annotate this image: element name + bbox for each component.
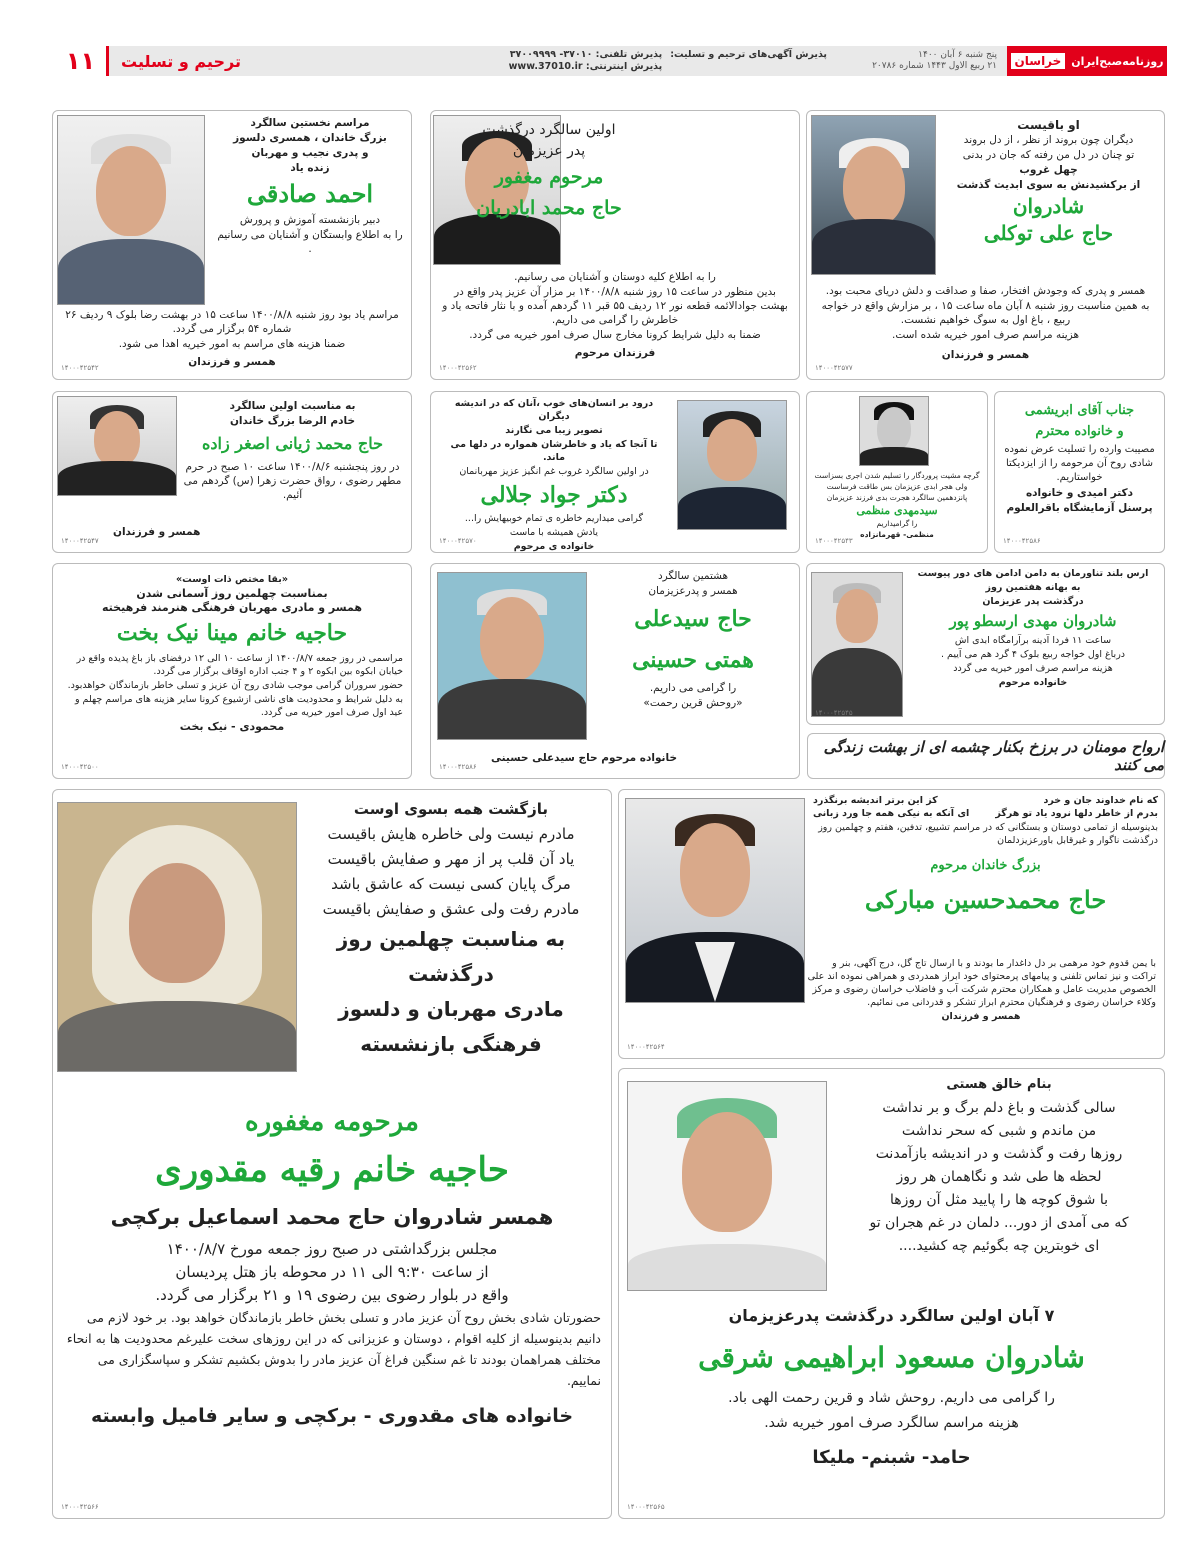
ad-code: ۱۴۰۰۰۴۲۵۶۴ [627,1043,665,1051]
ad-body: بدینوسیله از تمامی دوستان و بستگانی که در مراسم تشییع، تدفین، هفتم و چهلمین روز درگذشت ناگوار و غیرقابل باورعزیزدلمان [818,822,1158,846]
deceased-name: حاجیه خانم رقیه مقدوری [155,1150,509,1190]
deceased-name-2: همتی حسینی [632,647,754,673]
ad-signature: دکتر امیدی و خانواده [1025,487,1134,499]
ad-body: درباغ اول خواجه ربیع بلوک ۴ گرد هم می آییم . [940,649,1126,660]
ad-body: یادش همیشه با ماست [509,527,599,538]
ad-code: ۱۴۰۰۰۴۲۵۸۶ [1003,537,1041,545]
ad-signature: خانواده مرحوم [998,677,1068,688]
ad-heading: «بقا مختص ذات اوست» [176,574,288,585]
ad-line: و خانواده محترم [1035,424,1124,439]
deceased-name: احمد صادقی [246,179,374,208]
deceased-name: حاج محمدحسین مبارکی [864,885,1107,914]
verse-line: مرگ پایان کسی نیست که عاشق باشد [331,875,571,893]
ad-signature: خانواده های مقدوری - برکچی و سایر فامیل وابسته [90,1405,574,1427]
deceased-name: حاج علی توکلی [983,221,1114,245]
reception-phone: پذیرش تلفنی: ۳۷۰۱۰- ۳۷۰۰۹۹۹۹ [509,49,663,60]
ad-line: بزرگ خاندان ، همسری دلسوز [233,132,387,144]
ad-code: ۱۴۰۰۰۴۲۵۴۲ [61,364,99,372]
ad-heading: بازگشت همه بسوی اوست [353,800,549,818]
ad-body: از ساعت ۹:۳۰ الی ۱۱ در محوطه باز هتل پردیسان [175,1263,489,1281]
ad-heading: درود بر انسان‌های خوب ،آنان که در اندیشه دیگران [454,398,654,422]
deceased-title: مرحومه مغفوره [245,1107,419,1137]
portrait-photo [57,396,177,496]
ad-code: ۱۴۰۰۰۴۲۵۶۲ [439,364,477,372]
ad-code: ۱۴۰۰۰۴۲۵۷۷ [815,364,853,372]
ad-body: پانزدهمین سالگرد هجرت بدی فرزند عزیزمان [826,493,968,502]
issue-date [827,50,997,72]
ad-body: دبیر بازنشسته آموزش و پرورش [239,214,381,226]
ad-line: چهل غروب [1019,164,1078,176]
ad-body: با یمن قدوم خود مرهمی بر دل داغدار ما بودند و با ارسال تاج گل، درج آگهی، بنر و تراکت و نیز تماس تلفنی و پیامهای پرمحتوای خود ابراز همدردی و همراهی نموده اند علی الخصوص مدیریت عامل و همکاران محترم شرکت آب و فاضلاب خراسان رضوی و مرکز وکلاء خراسان رضوی و فرهنگیان محترم ابراز تشکر و قدردانی می نمائیم. [807,958,1156,1008]
newspaper-logo [1007,46,1167,76]
ad-body: به همین مناسبت روز شنبه ۸ آبان ماه ساعت ۱۵ ، بر مزارش واقع در خواجه ربیع ، باغ اول به سوگ خواهیم نشست. [821,300,1150,326]
deceased-name-1: حاج سیدعلی [634,606,752,632]
verse-line: بدرم از خاطر دلها نرود یاد تو هرگز [995,808,1158,819]
condolence-ad-abrishami [994,391,1165,553]
obituary-ad-tavakoli [806,110,1165,380]
date-line-1: پنج شنبه ۶ آبان ۱۴۰۰ [918,50,997,60]
deceased-name: شادروان مسعود ابراهیمی شرقی [698,1341,1085,1374]
ad-body: مصیبت وارده را تسلیت عرض نموده شادی روح آن مرحومه را از ایزدیکتا خواستاریم. [1004,444,1155,483]
ad-body: گرچه مشیت پروردگار را تسلیم شدن اجری بسزاست [814,471,980,480]
ad-line: زنده یاد [290,162,330,174]
deceased-name: شادروان مهدی ارسطو پور [949,612,1117,630]
verse-line: سالی گذشت و باغ دلم برگ و بر نداشت [882,1100,1116,1116]
verse-line: مادرم رفت ولی عشق و صفایش باقیست [322,900,580,918]
ad-body: مراسم یاد بود روز شنبه ۱۴۰۰/۸/۸ ساعت ۱۵ در بهشت رضا بلوک ۹ ردیف ۲۶ شماره ۵۴ برگزار می گردد. [65,309,399,335]
ad-line: به بهانه هفتمین روز [985,582,1081,593]
verse-line: کز این برتر اندیشه برنگذرد [813,795,938,806]
page-header [55,46,1167,76]
ad-body: حضور سروران گرامی موجب شادی روح آن عزیز و تسلی خاطر بازماندگان خواهدبود. [67,680,403,691]
verse-line: مادرم نیست ولی خاطره هایش باقیست [327,825,575,843]
ad-heading: ارس بلند تناورمان به دامن ادامن های دور پیوست [917,568,1149,579]
ad-body: «روحش قرین رحمت» [643,697,743,709]
verse-row [813,807,1158,820]
ad-body: بدین منظور در ساعت ۱۵ روز شنبه ۱۴۰۰/۸/۸ بر مزار آن عزیز پدر واقع در بهشت جوادالائمه قطعه نور ۱۲ ردیف ۵۵ قبر ۱۱ گردهم آمده و با نثار فاتحه یاد و خاطرش را گرامی می داریم. [442,286,788,326]
verse-line: یاد آن قلب پر از مهر و صفایش باقیست [327,850,575,868]
ad-body: ساعت ۱۱ فردا آدینه برآرامگاه ابدی اش [954,635,1112,646]
verse-line: که نام خداوند جان و خرد [1043,795,1158,806]
deceased-title: شادروان [1012,194,1085,218]
thanks-ad-mobaraki [618,789,1165,1059]
deceased-name: دکتر جواد جلالی [480,482,628,508]
ad-line: درگذشت پدر عزیزمان [982,596,1084,607]
ad-code: ۱۴۰۰۰۴۲۵۴۵ [815,709,853,717]
ad-body: مراسمی در روز جمعه ۱۴۰۰/۸/۷ از ساعت ۱۰ الی ۱۲ درفضای باز باغ پدیده واقع در خیابان ابکوه بین ابکوه ۲ و ۴ جنب اداره اوقاف برگزار می گردد. [76,653,403,677]
verse-line: روزها رفت و گذشت و در اندیشه بازآمدنت [875,1146,1123,1162]
ad-line: ۷ آبان اولین سالگرد درگذشت پدرعزیزمان [728,1306,1055,1325]
ad-heading: بنام خالق هستی [946,1077,1052,1092]
portrait-photo [811,115,936,275]
reception-label: پذیرش آگهی‌های ترحیم و تسلیت: [670,49,827,60]
verse-line: من ماندم و شبی که سحر نداشت [901,1123,1097,1139]
ad-heading: اولین سالگرد درگذشت [482,122,616,138]
ad-code: ۱۴۰۰۰۴۲۵۶۶ [61,1503,99,1511]
page-number: ۱۱ [55,46,109,76]
verse-line: که می آمدی از دور... دلمان در غم هجران تو [869,1215,1129,1231]
memorial-ad-jalali [430,391,800,553]
ad-heading: به مناسبت اولین سالگرد [229,400,356,412]
ad-body: هزینه مراسم صرف امور خیریه می گردد [953,663,1113,674]
verse-line: ای خوبترین چه بگوئیم چه کشید.... [898,1238,1100,1254]
ad-line: از برکشیدنش به سوی ابدیت گذشت [956,179,1141,191]
ad-line: بزرگ خاندان مرحوم [930,858,1041,873]
ad-line: بمناسبت چهلمین روز آسمانی شدن [136,587,328,600]
ad-heading: هشتمین سالگرد [657,570,729,582]
ad-line: همسر و پدرعزیزمان [648,585,738,597]
ad-body: ضمنا به دلیل شرایط کرونا مخارج سال صرف امور خیریه می گردد. [469,329,761,341]
ad-code: ۱۴۰۰۰۴۲۵۷۰ [439,537,477,545]
ad-body: را گرامی می داریم. [649,682,737,694]
ad-heading: مراسم نخستین سالگرد [250,117,370,129]
memorial-ad-monazami [806,391,988,553]
ad-signature: همسر و فرزندان [941,349,1030,361]
quote-banner: ارواح مومنان در برزخ بکنار چشمه ای از بهشت زندگی می کنند [807,733,1165,779]
ad-code: ۱۴۰۰۰۴۲۵۴۳ [815,537,853,545]
ad-line: مادری مهربان و دلسوز [338,997,564,1021]
date-line-2: ۲۱ ربیع الاول ۱۴۴۳ شماره ۲۰۷۸۶ [872,61,997,71]
brand-name: خراسان [1011,53,1066,69]
ad-body: مجلس بزرگداشتی در صبح روز جمعه مورخ ۱۴۰۰/۸/۷ [166,1240,498,1258]
spouse-line: همسر شادروان حاج محمد اسماعیل برکچی [110,1205,554,1229]
ad-body: در روز پنجشنبه ۱۴۰۰/۸/۶ ساعت ۱۰ صبح در حرم مطهر رضوی ، رواق حضرت زهرا (س) گردهم می آئیم. [183,461,402,501]
ad-body: به دلیل شرایط و محدودیت های ناشی ازشیوع کرونا سایر هزینه های مراسم چهلم و عید اول صرف امور خیریه می گردد. [74,694,403,718]
portrait-photo [57,115,205,305]
ad-code: ۱۴۰۰۰۴۲۵۴۷ [61,537,99,545]
portrait-photo [677,400,787,530]
ad-line: فرهنگی بازنشسته [360,1032,542,1056]
ad-heading: جناب آقای ابریشمی [1024,403,1135,418]
ad-line: درگذشت [408,962,494,986]
portrait-photo [859,396,929,466]
ad-body: را گرامیداریم [876,519,918,528]
memorial-ad-nikbakht [52,563,412,779]
memorial-ad-zhiani [52,391,412,553]
ad-line: همسر و مادری مهربان فرهنگی هنرمند فرهیخته [102,601,362,614]
deceased-name: حاج محمد ژیانی اصغر زاده [201,434,384,453]
verse-line: با شوق کوچه ها را پایید مثل آن روزها [889,1192,1108,1208]
ad-line: خادم الرضا بزرگ خاندان [229,415,356,427]
ad-code: ۱۴۰۰۰۴۲۵۶۵ [627,1503,665,1511]
ad-signature: همسر و فرزندان [113,526,201,538]
deceased-name: حاج محمد ابادریان [476,197,622,219]
ad-line: تا آنجا که یاد و خاطرشان همواره در دلها می ماند. [450,439,658,463]
ad-body: هزینه مراسم صرف امور خیریه شده است. [891,329,1079,341]
memorial-ad-arastoopour [806,563,1165,725]
ad-signature: حامد- شبنم- ملیکا [812,1447,971,1468]
ad-signature: همسر و فرزندان [188,356,276,368]
deceased-title: مرحوم مغفور [494,166,604,188]
portrait-photo [437,572,587,740]
portrait-photo [57,802,297,1072]
ad-body: را به اطلاع کلیه دوستان و آشنایان می رسانیم. [514,271,716,283]
ad-reception [497,49,827,73]
obituary-ad-sadeghi [52,110,412,380]
ad-code: ۱۴۰۰۰۴۲۵۸۶ [439,763,477,771]
ad-body: گرامی میداریم خاطره ی تمام خوبیهایش را... [464,513,644,524]
ad-body: را گرامی می داریم. روحش شاد و قرین رحمت الهی باد. [728,1390,1055,1406]
ad-line: و پدری نجیب و مهربان [251,147,369,159]
memorial-ad-ebrahimi [618,1068,1165,1519]
section-title: ترحیم و تسلیت [121,51,241,71]
verse-line: تو چنان در دل من رفته که جان در بدنی [962,149,1135,161]
ad-signature: پرسنل آزمایشگاه باقرالعلوم [1006,502,1153,514]
ad-body: حضورتان شادی بخش روح آن عزیز مادر و تسلی بخش خاطر بازماندگان خواهد بود. بر خود لازم می دانیم بدینوسیله از کلیه اقوام ، دوستان و عزیزانی که در این روزهای سخت علیرغم محدودیت ها به انحاء مختلف همراهمان بودند تا غم سنگین فراغ آن عزیز مادر را بدوش بکشیم تشکر و سپاسگزاری می نماییم. [66,1310,601,1388]
portrait-photo [627,1081,827,1291]
ad-line: به مناسبت چهلمین روز [336,927,566,951]
ad-body: ولی هجر ابدی عزیزمان بس طاقت فرساست [826,482,968,491]
ad-signature: خانواده ی مرحوم [513,541,595,552]
ad-line: در اولین سالگرد غروب غم انگیز عزیز مهربانمان [459,466,649,477]
ad-signature: خانواده مرحوم حاج سیدعلی حسینی [491,752,678,764]
ad-signature: فرزندان مرحوم [574,347,656,359]
ad-line: تصویر زیبا می نگارند [505,425,603,436]
memorial-ad-hemmati [430,563,800,779]
ad-body: همسر و پدری که وجودش افتخار، صفا و صداقت و دلش دریای محبت بود. [825,285,1146,297]
memorial-ad-maghdouri [52,789,612,1519]
ad-signature: محمودی - نیک بخت [179,720,285,733]
portrait-photo [811,572,903,717]
brand-subtitle: روزنامه‌صبح‌ایران [1071,54,1164,68]
ad-body: واقع در بلوار رضوی بین رضوی ۱۹ و ۲۱ برگزار می گردد. [155,1286,509,1304]
ad-body: هزینه مراسم سالگرد صرف امور خیریه شد. [764,1415,1019,1431]
verse-line: لحظه ها طی شد و نگاهمان هر روز [896,1169,1102,1185]
verse-row [813,794,1158,807]
ad-code: ۱۴۰۰۰۴۲۵۰۰ [61,763,99,771]
portrait-photo [625,798,805,1003]
ad-line: پدر عزیزمان [512,143,586,159]
deceased-name: حاجیه خانم مینا نیک بخت [116,620,348,646]
verse-line: ای آنکه به نیکی همه جا ورد زبانی [813,808,970,819]
ad-body: را به اطلاع وابستگان و آشنایان می رسانیم . [217,229,403,255]
verse-line: دیگران چون بروند از نظر ، از دل بروند [963,134,1134,146]
obituary-ad-abadarian [430,110,800,380]
ad-signature: همسر و فرزندان [941,1011,1021,1022]
reception-web: پذیرش اینترنتی: www.37010.ir [508,61,663,72]
ad-body: ضمنا هزینه های مراسم به امور خیریه اهدا می شود. [118,338,346,350]
ad-heading: او باقیست [1017,118,1080,132]
deceased-name: سیدمهدی منظمی [856,504,938,517]
ad-signature: منظمی- قهرمانزاده [860,530,934,539]
